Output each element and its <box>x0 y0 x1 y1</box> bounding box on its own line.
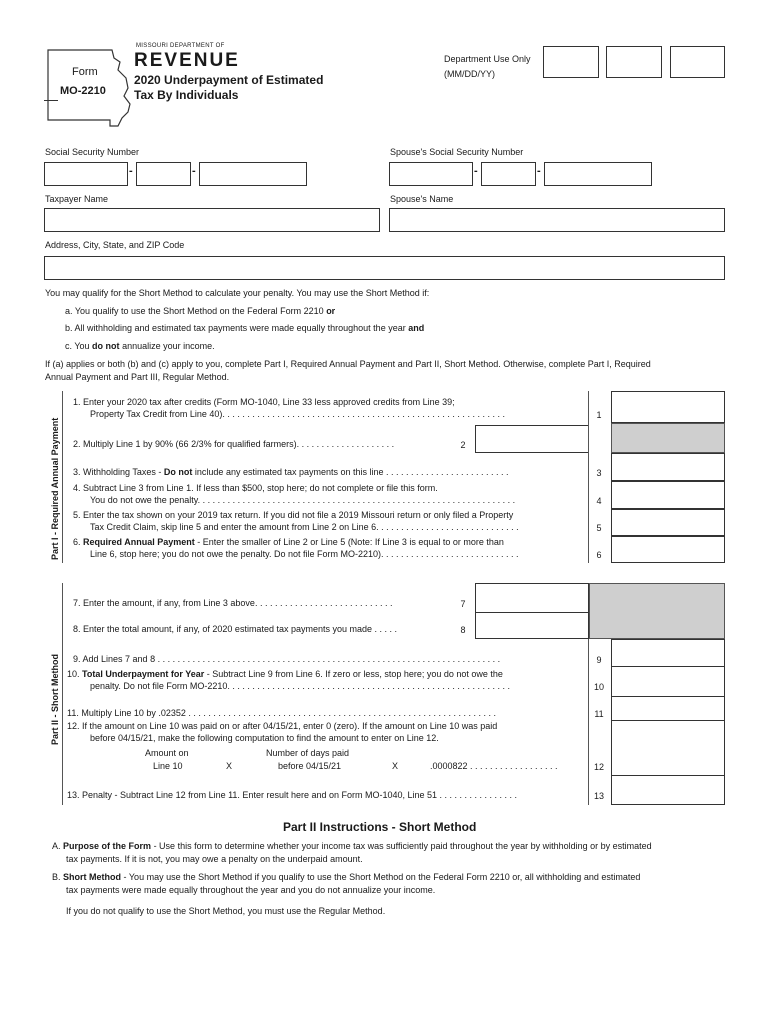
part1-number-divider <box>588 391 589 563</box>
calc-multiply-2: X <box>392 761 399 771</box>
line1-amount-input[interactable] <box>611 391 725 423</box>
form-number: MO-2210 <box>60 85 106 97</box>
line7-text: 7. Enter the amount, if any, from Line 3 above. . . . . . . . . . . . . . . . . . . . . . . . . . . . <box>73 598 393 608</box>
line4-text-a: 4. Subtract Line 3 from Line 1. If less than $500, stop here; do not complete or file this form. <box>73 483 438 493</box>
line3-text-a: 3. Withholding Taxes - <box>73 467 162 477</box>
intro-a-text: a. You qualify to use the Short Method on the Federal Form 2210 <box>65 306 324 316</box>
spouse-name-label: Spouse's Name <box>390 194 454 204</box>
ssn-dash-1: - <box>129 165 133 177</box>
line9-number: 9 <box>596 655 602 665</box>
line10-text-a: - Subtract Line 9 from Line 6. If zero or less, stop here; you do not owe the <box>206 669 503 679</box>
calc-days-label-1: Number of days paid <box>266 748 350 758</box>
line6-text <box>73 536 504 548</box>
line3-bold: Do not <box>163 467 193 477</box>
form-title-line2: Tax By Individuals <box>134 88 239 102</box>
line2-amount-input[interactable] <box>475 425 589 453</box>
spouse-ssn-part1-input[interactable] <box>389 162 473 186</box>
line11-amount-input[interactable] <box>611 696 725 721</box>
address-label: Address, City, State, and ZIP Code <box>45 240 185 250</box>
part2-left-rule <box>62 583 63 805</box>
instruction-a-text1: - Use this form to determine whether your income tax was sufficiently paid throughout the year by withholding or by estimated <box>153 841 652 851</box>
part2-shaded-area <box>589 583 725 639</box>
dept-use-month-box[interactable] <box>543 46 599 78</box>
line3-text <box>73 466 509 478</box>
calc-amount-label-1: Amount on <box>145 748 189 758</box>
calc-amount-label-2: Line 10 <box>153 761 183 771</box>
line11-number: 11 <box>594 709 604 719</box>
line2-shaded-area <box>611 423 725 453</box>
line12-amount-input[interactable] <box>611 720 725 776</box>
instruction-b-pre: B. <box>52 872 61 882</box>
line5-amount-input[interactable] <box>611 509 725 536</box>
instruction-b-text1: - You may use the Short Method if you qualify to use the Short Method on the Federal Form 2210 or, all withholding and estimated <box>123 872 641 882</box>
dept-use-label: Department Use Only <box>444 54 531 64</box>
line8-amount-input[interactable] <box>475 612 589 639</box>
dept-use-day-box[interactable] <box>606 46 662 78</box>
instruction-a-text2: tax payments. If it is not, you may owe a penalty on the underpaid amount. <box>66 854 363 864</box>
line10-text <box>67 668 503 680</box>
spouse-ssn-dash-1: - <box>474 165 478 177</box>
line6-text-a: - Enter the smaller of Line 2 or Line 5 (Note: If Line 3 is equal to or more than <box>197 537 504 547</box>
line10-number: 10 <box>593 682 604 692</box>
ssn-part3-input[interactable] <box>199 162 307 186</box>
line13-text: 13. Penalty - Subtract Line 12 from Line 11. Enter result here and on Form MO-1040, Line 51 . . . . . . . . . . . . . . . . <box>67 790 518 800</box>
calc-days-label-2: before 04/15/21 <box>278 761 342 771</box>
line3-number: 3 <box>596 468 602 478</box>
part2-sidebar: Part II - Short Method <box>50 654 60 745</box>
intro-a-bold: or <box>326 306 336 316</box>
calc-rate: .0000822 . . . . . . . . . . . . . . . . . . <box>430 761 558 771</box>
taxpayer-name-input[interactable] <box>44 208 380 232</box>
line10-text-b: penalty. Do not file Form MO-2210. . . . . . . . . . . . . . . . . . . . . . . . . . . . . . . . . . . . . . . . . . . . . . . . . . . . . . . . . <box>90 681 510 691</box>
part1-left-rule <box>62 391 63 563</box>
line10-bold: Total Underpayment for Year <box>82 669 205 679</box>
line6-number: 6 <box>596 550 602 560</box>
part2-number-divider <box>588 639 589 805</box>
form-label: Form <box>72 66 98 78</box>
ssn-label: Social Security Number <box>45 147 140 157</box>
intro-c <box>65 340 215 352</box>
instruction-b-bold: Short Method <box>63 872 122 882</box>
ssn-part1-input[interactable] <box>44 162 128 186</box>
line7-amount-input[interactable] <box>475 583 589 613</box>
line1-number: 1 <box>596 410 602 420</box>
intro-b-text: b. All withholding and estimated tax payments were made equally throughout the year <box>65 323 406 333</box>
line9-text: 9. Add Lines 7 and 8 . . . . . . . . . . . . . . . . . . . . . . . . . . . . . . . . . . . . . . . . . . . . . . . . . . . . . . . . . . . . . . . . . . . . . <box>73 654 501 664</box>
line4-text-b: You do not owe the penalty. . . . . . . . . . . . . . . . . . . . . . . . . . . . . . . . . . . . . . . . . . . . . . . . . . . . . . . . . . . . . . . . <box>90 495 516 505</box>
form-title-line1: 2020 Underpayment of Estimated <box>134 73 324 87</box>
intro-c-text1: c. You <box>65 341 90 351</box>
dept-use-format: (MM/DD/YY) <box>444 69 495 79</box>
line6-amount-input[interactable] <box>611 536 725 563</box>
ssn-dash-2: - <box>192 165 196 177</box>
calc-multiply-1: X <box>226 761 233 771</box>
line8-text: 8. Enter the total amount, if any, of 2020 estimated tax payments you made . . . . . <box>73 624 398 634</box>
part1-sidebar: Part I - Required Annual Payment <box>50 417 60 560</box>
line6-pre: 6. <box>73 537 81 547</box>
line13-amount-input[interactable] <box>611 775 725 805</box>
line6-bold: Required Annual Payment <box>83 537 195 547</box>
intro-b <box>65 322 424 334</box>
spouse-name-input[interactable] <box>389 208 725 232</box>
line2-text: 2. Multiply Line 1 by 90% (66 2/3% for qualified farmers). . . . . . . . . . . . . . . . . . . . <box>73 439 395 449</box>
line10-amount-input[interactable] <box>611 666 725 697</box>
dept-line: MISSOURI DEPARTMENT OF <box>136 43 225 49</box>
intro-c-bold: do not <box>92 341 120 351</box>
line5-text-a: 5. Enter the tax shown on your 2019 tax return. If you did not file a 2019 Missouri return or only filed a Property <box>73 510 514 520</box>
line7-number: 7 <box>460 599 466 609</box>
line11-text: 11. Multiply Line 10 by .02352 . . . . . . . . . . . . . . . . . . . . . . . . . . . . . . . . . . . . . . . . . . . . . . . . . . . . . . . . . . . . . . <box>67 708 496 718</box>
line13-number: 13 <box>593 791 604 801</box>
line4-amount-input[interactable] <box>611 481 725 509</box>
line5-text-b: Tax Credit Claim, skip line 5 and enter the amount from Line 2 on Line 6. . . . . . . . . . . . . . . . . . . . . . . . . . . . . <box>90 522 519 532</box>
intro-b-bold: and <box>408 323 425 333</box>
intro-a <box>65 305 335 317</box>
form-number-underline <box>44 100 58 101</box>
line1-text-a: 1. Enter your 2020 tax after credits (Form MO-1040, Line 33 less approved credits from Line 39; <box>73 397 455 407</box>
spouse-ssn-part3-input[interactable] <box>544 162 652 186</box>
instruction-b <box>52 871 640 883</box>
intro-c-text2: annualize your income. <box>122 341 215 351</box>
instruction-a-bold: Purpose of the Form <box>63 841 152 851</box>
spouse-ssn-label: Spouse's Social Security Number <box>390 147 524 157</box>
intro-line1: You may qualify for the Short Method to calculate your penalty. You may use the Short Method if: <box>45 288 430 298</box>
line12-number: 12 <box>593 762 604 772</box>
line9-amount-input[interactable] <box>611 639 725 667</box>
line6-text-b: Line 6, stop here; you do not owe the penalty. Do not file Form MO-2210). . . . . . . . . . . . . . . . . . . . . . . . . . . . <box>90 549 519 559</box>
intro-para1: If (a) applies or both (b) and (c) apply to you, complete Part I, Required Annual Payment and Part II, Short Method. Otherwise, complete Part I, Required <box>45 359 651 369</box>
line8-number: 8 <box>460 625 466 635</box>
taxpayer-name-label: Taxpayer Name <box>45 194 109 204</box>
line12-text-b: before 04/15/21, make the following computation to find the amount to enter on Line 12. <box>90 733 439 743</box>
spouse-ssn-dash-2: - <box>537 165 541 177</box>
instruction-b-text2: tax payments were made equally throughout the year and you do not annualize your income. <box>66 885 436 895</box>
spouse-ssn-part2-input[interactable] <box>481 162 536 186</box>
line1-text-b: Property Tax Credit from Line 40). . . . . . . . . . . . . . . . . . . . . . . . . . . . . . . . . . . . . . . . . . . . . . . . . . . . . . . . . <box>90 409 505 419</box>
instruction-a-pre: A. <box>52 841 61 851</box>
dept-use-year-box[interactable] <box>670 46 725 78</box>
line4-number: 4 <box>596 496 602 506</box>
revenue-logo: REVENUE <box>134 50 240 71</box>
line5-number: 5 <box>596 523 602 533</box>
intro-para2: Annual Payment and Part III, Regular Method. <box>45 372 230 382</box>
line3-amount-input[interactable] <box>611 453 725 481</box>
line12-text-a: 12. If the amount on Line 10 was paid on or after 04/15/21, enter 0 (zero). If the amount on Line 10 was paid <box>67 721 498 731</box>
line3-text-b: include any estimated tax payments on this line . . . . . . . . . . . . . . . . . . . . . . . . . <box>194 467 509 477</box>
line10-pre: 10. <box>67 669 80 679</box>
line2-number: 2 <box>460 440 466 450</box>
address-input[interactable] <box>44 256 725 280</box>
instructions-title: Part II Instructions - Short Method <box>283 820 477 834</box>
instruction-b-text3: If you do not qualify to use the Short Method, you must use the Regular Method. <box>66 906 386 916</box>
instruction-a <box>52 840 652 852</box>
ssn-part2-input[interactable] <box>136 162 191 186</box>
